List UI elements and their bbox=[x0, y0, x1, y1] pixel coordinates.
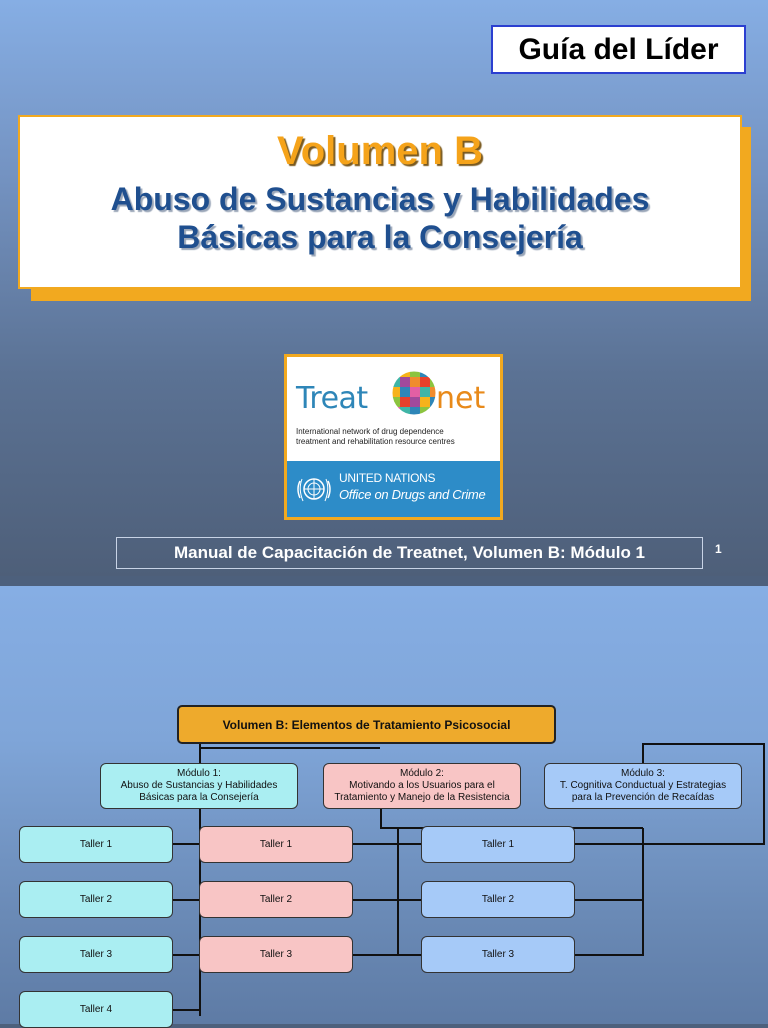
module-2-taller-3: Taller 3 bbox=[199, 936, 353, 973]
module-3-box: Módulo 3: T. Cognitiva Conductual y Estrategias para la Prevención de Recaídas bbox=[544, 763, 742, 809]
volume-title: Volumen B bbox=[277, 129, 483, 173]
subtitle-line-2: Básicas para la Consejería bbox=[177, 219, 583, 255]
module-1-taller-3: Taller 3 bbox=[19, 936, 173, 973]
module-3-taller-1: Taller 1 bbox=[421, 826, 575, 863]
page-number: 1 bbox=[715, 542, 722, 556]
module-3-taller-2: Taller 2 bbox=[421, 881, 575, 918]
subtitle-line-1: Abuso de Sustancias y Habilidades bbox=[110, 181, 650, 217]
module-2-taller-2: Taller 2 bbox=[199, 881, 353, 918]
un-emblem-icon bbox=[294, 471, 334, 507]
guide-label: Guía del Líder bbox=[491, 25, 746, 74]
module-1-taller-4: Taller 4 bbox=[19, 991, 173, 1028]
globe-icon bbox=[390, 367, 438, 419]
module-3-taller-3: Taller 3 bbox=[421, 936, 575, 973]
treatnet-logo bbox=[284, 354, 503, 520]
logo-net-word: net bbox=[436, 381, 486, 416]
module-1-taller-1: Taller 1 bbox=[19, 826, 173, 863]
un-office-name: Office on Drugs and Crime bbox=[339, 487, 486, 502]
module-2-box: Módulo 2: Motivando a los Usuarios para el Tratamiento y Manejo de la Resistencia bbox=[323, 763, 521, 809]
logo-description-line-1: International network of drug dependence bbox=[296, 427, 444, 436]
logo-treat-word: Treat bbox=[296, 381, 368, 416]
structure-slide bbox=[0, 586, 768, 1024]
title-box bbox=[18, 115, 742, 289]
logo-description-line-2: treatment and rehabilitation resource centres bbox=[296, 437, 455, 446]
manual-footer: Manual de Capacitación de Treatnet, Volumen B: Módulo 1 bbox=[116, 537, 703, 569]
module-1-box: Módulo 1: Abuso de Sustancias y Habilidades Básicas para la Consejería bbox=[100, 763, 298, 809]
module-1-taller-2: Taller 2 bbox=[19, 881, 173, 918]
root-volume-box: Volumen B: Elementos de Tratamiento Psicosocial bbox=[177, 705, 556, 744]
module-2-taller-1: Taller 1 bbox=[199, 826, 353, 863]
un-name: UNITED NATIONS bbox=[339, 471, 436, 485]
